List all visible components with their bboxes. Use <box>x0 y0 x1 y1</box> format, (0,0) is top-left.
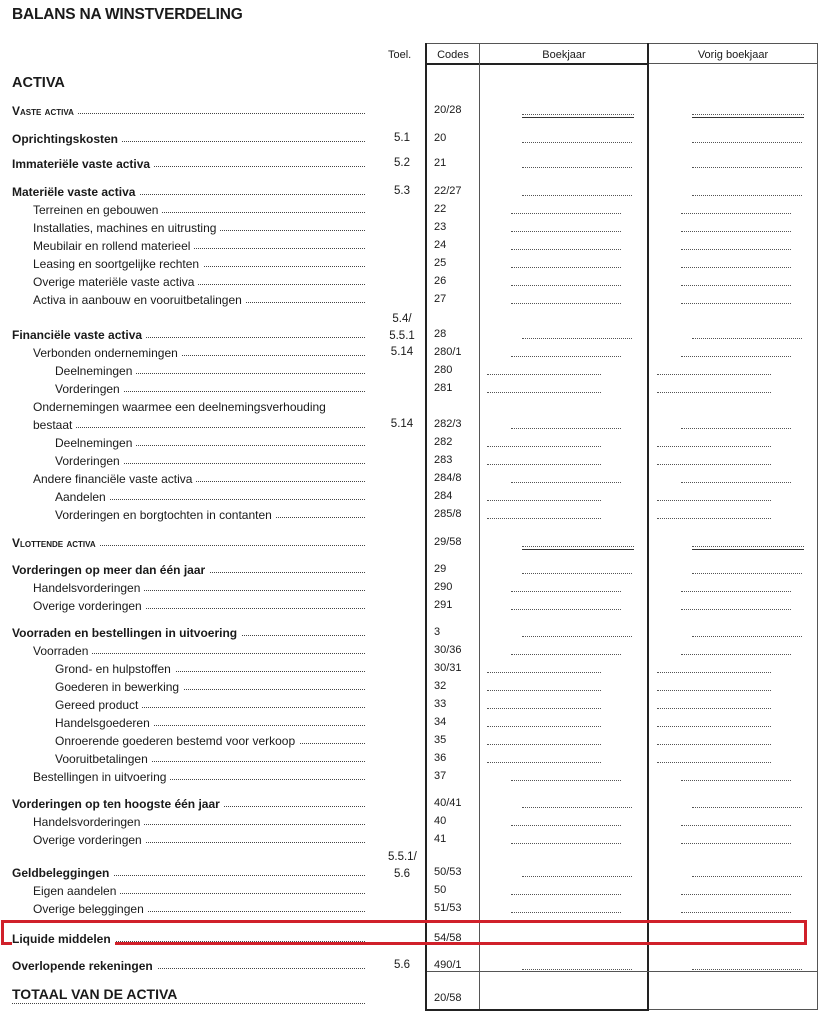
row-label-text: Verbonden ondernemingen <box>33 346 182 360</box>
vorig-boekjaar-value-field[interactable] <box>681 356 791 357</box>
row-label-text: Vooruitbetalingen <box>55 752 152 766</box>
row-code: 21 <box>434 157 447 169</box>
vorig-boekjaar-value-field[interactable] <box>692 195 802 196</box>
row-label-text: Installaties, machines en uitrusting <box>33 221 220 235</box>
table-row <box>0 313 831 346</box>
row-label <box>33 815 365 829</box>
table-row <box>0 382 831 400</box>
row-code: 28 <box>434 328 447 340</box>
table-row <box>0 716 831 734</box>
row-label-text: Onroerende goederen bestemd voor verkoop <box>55 734 299 748</box>
vorig-boekjaar-value-field[interactable] <box>657 744 771 745</box>
column-header-vorig-boekjaar: Vorig boekjaar <box>697 49 769 61</box>
boekjaar-value-field[interactable] <box>487 690 601 691</box>
row-code: 284/8 <box>434 472 462 484</box>
row-label-text: Deelnemingen <box>55 436 136 450</box>
row-label <box>33 275 365 289</box>
row-label <box>33 833 365 847</box>
row-label-text: Overige materiële vaste activa <box>33 275 198 289</box>
table-row <box>0 851 831 884</box>
row-label-text: Leasing en soortgelijke rechten <box>33 257 203 271</box>
table-row <box>0 275 831 293</box>
row-code: 54/58 <box>434 932 462 944</box>
vorig-boekjaar-value-field[interactable] <box>681 591 791 592</box>
row-code: 35 <box>434 734 447 746</box>
boekjaar-value-field[interactable] <box>522 969 632 970</box>
row-code: 22/27 <box>434 185 462 197</box>
row-code: 32 <box>434 680 447 692</box>
vorig-boekjaar-value-field[interactable] <box>692 142 802 143</box>
boekjaar-value-field[interactable] <box>522 636 632 637</box>
vorig-boekjaar-value-field[interactable] <box>681 428 791 429</box>
row-label-text: Overige beleggingen <box>33 902 148 916</box>
row-label-text: Overige vorderingen <box>33 833 146 847</box>
row-toel: 5.4/ 5.5.1 <box>389 313 415 342</box>
row-label-text: Oprichtingskosten <box>12 132 122 146</box>
row-label-text: Geldbeleggingen <box>12 866 113 880</box>
row-code: 50/53 <box>434 866 462 878</box>
section-heading-activa: ACTIVA <box>12 75 65 91</box>
boekjaar-value-field[interactable] <box>487 518 601 519</box>
row-toel: 5.3 <box>394 185 410 197</box>
vorig-boekjaar-value-field[interactable] <box>657 690 771 691</box>
row-label <box>12 328 365 342</box>
row-code: 283 <box>434 454 453 466</box>
row-code: 23 <box>434 221 447 233</box>
vorig-boekjaar-value-field[interactable] <box>657 726 771 727</box>
vorig-boekjaar-value-field[interactable] <box>657 500 771 501</box>
row-label-text: Handelsvorderingen <box>33 815 144 829</box>
vorig-boekjaar-value-field[interactable] <box>681 213 791 214</box>
row-code: 285/8 <box>434 508 462 520</box>
vorig-boekjaar-value-field[interactable] <box>692 969 802 970</box>
table-row <box>0 884 831 902</box>
row-label <box>33 203 365 217</box>
row-label-text: Materiële vaste activa <box>12 185 139 199</box>
table-row <box>0 454 831 472</box>
row-label-text: TOTAAL VAN DE ACTIVA <box>12 986 181 1002</box>
row-label-text: Voorraden <box>33 644 92 658</box>
row-code: 29/58 <box>434 536 462 548</box>
row-code: 20/58 <box>434 992 462 1004</box>
boekjaar-value-field[interactable] <box>511 231 621 232</box>
table-row <box>0 436 831 454</box>
boekjaar-value-field[interactable] <box>511 912 621 913</box>
row-code: 24 <box>434 239 447 251</box>
row-label <box>33 581 365 595</box>
boekjaar-value-field[interactable] <box>487 726 601 727</box>
boekjaar-value-field[interactable] <box>511 482 621 483</box>
row-code: 30/36 <box>434 644 462 656</box>
row-label <box>55 364 365 378</box>
boekjaar-value-field[interactable] <box>511 285 621 286</box>
boekjaar-value-field[interactable] <box>487 708 601 709</box>
row-label-text: Deelnemingen <box>55 364 136 378</box>
row-label <box>33 257 365 271</box>
vorig-boekjaar-value-field[interactable] <box>692 338 802 339</box>
row-label-text: Handelsgoederen <box>55 716 154 730</box>
table-row <box>0 698 831 716</box>
row-label <box>33 221 365 235</box>
column-header-codes: Codes <box>437 49 469 61</box>
table-row <box>0 490 831 508</box>
row-code: 22 <box>434 203 447 215</box>
boekjaar-value-field[interactable] <box>511 825 621 826</box>
table-row <box>0 400 831 436</box>
boekjaar-value-field[interactable] <box>522 167 632 168</box>
table-row <box>0 988 831 1006</box>
row-label <box>55 662 365 676</box>
row-label-text: Grond- en hulpstoffen <box>55 662 175 676</box>
row-code: 280 <box>434 364 453 376</box>
row-label-text: Handelsvorderingen <box>33 581 144 595</box>
row-code: 33 <box>434 698 447 710</box>
row-label-text: Vlottende activa <box>12 536 100 550</box>
row-label-text: bestaat <box>33 418 76 432</box>
table-row <box>0 680 831 698</box>
row-label <box>33 293 365 307</box>
row-label <box>33 346 365 360</box>
vorig-boekjaar-value-field[interactable] <box>681 609 791 610</box>
vorig-boekjaar-value-field[interactable] <box>681 894 791 895</box>
row-label <box>33 884 365 898</box>
vorig-boekjaar-value-field[interactable] <box>681 780 791 781</box>
row-code: 30/31 <box>434 662 462 674</box>
vorig-boekjaar-value-field[interactable] <box>657 762 771 763</box>
vorig-boekjaar-value-field[interactable] <box>692 876 802 877</box>
boekjaar-value-field[interactable] <box>511 303 621 304</box>
table-row <box>0 346 831 364</box>
row-label-text: Voorraden en bestellingen in uitvoering <box>12 626 241 640</box>
row-label-text: Andere financiële vaste activa <box>33 472 196 486</box>
row-code: 26 <box>434 275 447 287</box>
row-label-text: Aandelen <box>55 490 110 504</box>
boekjaar-value-field[interactable] <box>511 249 621 250</box>
boekjaar-value-field[interactable] <box>511 654 621 655</box>
row-label <box>33 599 365 613</box>
vorig-boekjaar-value-field[interactable] <box>692 114 804 115</box>
vorig-boekjaar-value-field[interactable] <box>692 546 804 547</box>
row-code: 50 <box>434 884 447 896</box>
row-label <box>33 770 365 784</box>
vorig-boekjaar-value-field[interactable] <box>657 392 771 393</box>
row-code: 20/28 <box>434 104 462 116</box>
boekjaar-value-field[interactable] <box>511 267 621 268</box>
boekjaar-value-field[interactable] <box>522 195 632 196</box>
table-bottom-border <box>649 1009 818 1010</box>
boekjaar-value-field[interactable] <box>487 672 601 673</box>
boekjaar-value-field[interactable] <box>511 213 621 214</box>
row-label <box>55 490 365 504</box>
row-toel: 5.1 <box>394 132 410 144</box>
row-label-text: Meubilair en rollend materieel <box>33 239 194 253</box>
row-label <box>12 626 365 640</box>
row-code: 282 <box>434 436 453 448</box>
row-label <box>55 454 365 468</box>
row-code: 37 <box>434 770 447 782</box>
table-row <box>0 364 831 382</box>
table-row <box>0 536 831 554</box>
table-row <box>0 472 831 490</box>
row-label <box>33 418 365 432</box>
vorig-boekjaar-value-field[interactable] <box>657 374 771 375</box>
vorig-boekjaar-value-field[interactable] <box>681 912 791 913</box>
row-code: 40 <box>434 815 447 827</box>
row-label <box>55 698 365 712</box>
row-label-text: Overlopende rekeningen <box>12 959 157 973</box>
vorig-boekjaar-value-field[interactable] <box>681 249 791 250</box>
row-label-text: Immateriële vaste activa <box>12 157 154 171</box>
row-label <box>33 902 365 916</box>
row-label <box>33 239 365 253</box>
row-label-text: Activa in aanbouw en vooruitbetalingen <box>33 293 246 307</box>
row-code: 40/41 <box>434 797 462 809</box>
row-toel: 5.14 <box>390 346 414 358</box>
table-row <box>0 581 831 599</box>
table-row <box>0 293 831 311</box>
row-code: 3 <box>434 626 441 638</box>
boekjaar-value-field[interactable] <box>511 356 621 357</box>
document-title: BALANS NA WINSTVERDELING <box>12 6 243 23</box>
row-label-text: Vorderingen op meer dan één jaar <box>12 563 209 577</box>
row-code: 490/1 <box>434 959 462 971</box>
row-code: 280/1 <box>434 346 462 358</box>
table-row <box>0 104 831 122</box>
table-row <box>0 959 831 977</box>
boekjaar-value-field[interactable] <box>522 142 632 143</box>
row-code: 284 <box>434 490 453 502</box>
boekjaar-value-field[interactable] <box>487 500 601 501</box>
header-divider-bold <box>425 63 649 65</box>
row-label-text: Goederen in bewerking <box>55 680 183 694</box>
boekjaar-value-field[interactable] <box>511 609 621 610</box>
boekjaar-value-field[interactable] <box>511 591 621 592</box>
boekjaar-value-field[interactable] <box>511 894 621 895</box>
boekjaar-value-field[interactable] <box>487 762 601 763</box>
table-row <box>0 508 831 526</box>
row-code: 27 <box>434 293 447 305</box>
row-label <box>55 436 365 450</box>
table-row <box>0 185 831 203</box>
vorig-boekjaar-value-field[interactable] <box>681 482 791 483</box>
table-bottom-border-bold <box>425 1009 649 1011</box>
boekjaar-value-field[interactable] <box>487 446 601 447</box>
row-code: 281 <box>434 382 453 394</box>
row-label-text: Financiële vaste activa <box>12 328 146 342</box>
table-row <box>0 626 831 644</box>
row-label-line1: Ondernemingen waarmee een deelnemingsverhouding <box>33 400 326 414</box>
row-code: 34 <box>434 716 447 728</box>
row-label <box>12 563 365 577</box>
table-top-border <box>425 43 818 44</box>
row-label <box>33 472 365 486</box>
row-label-text: Eigen aandelen <box>33 884 120 898</box>
row-label <box>55 382 365 396</box>
vorig-boekjaar-value-field[interactable] <box>657 446 771 447</box>
row-code: 51/53 <box>434 902 462 914</box>
boekjaar-value-field[interactable] <box>487 374 601 375</box>
boekjaar-value-field[interactable] <box>522 807 632 808</box>
boekjaar-value-field[interactable] <box>487 464 601 465</box>
table-row <box>0 734 831 752</box>
row-label-text: Vorderingen op ten hoogste één jaar <box>12 797 224 811</box>
row-code: 291 <box>434 599 453 611</box>
row-label-text: Bestellingen in uitvoering <box>33 770 170 784</box>
boekjaar-value-field[interactable] <box>522 546 634 547</box>
row-toel: 5.6 <box>394 959 410 971</box>
vorig-boekjaar-value-field[interactable] <box>681 825 791 826</box>
vorig-boekjaar-value-field[interactable] <box>681 843 791 844</box>
column-header-toel: Toel. <box>388 49 412 61</box>
row-code: 41 <box>434 833 447 845</box>
row-label-text: Vorderingen <box>55 454 124 468</box>
table-row <box>0 221 831 239</box>
boekjaar-value-field[interactable] <box>522 338 632 339</box>
row-label <box>12 536 365 550</box>
vorig-boekjaar-value-field[interactable] <box>692 167 802 168</box>
vorig-boekjaar-value-field[interactable] <box>681 231 791 232</box>
vorig-boekjaar-value-field[interactable] <box>692 636 802 637</box>
row-label-text: Liquide middelen <box>12 932 115 946</box>
table-row <box>0 257 831 275</box>
vorig-boekjaar-value-field[interactable] <box>692 573 802 574</box>
row-label <box>12 959 365 973</box>
row-label <box>12 185 365 199</box>
row-label <box>55 734 365 748</box>
row-code: 29 <box>434 563 447 575</box>
row-label-text: Vorderingen en borgtochten in contanten <box>55 508 276 522</box>
table-row <box>0 157 831 175</box>
row-label <box>33 644 365 658</box>
row-toel: 5.2 <box>394 157 410 169</box>
table-row <box>0 815 831 833</box>
row-toel: 5.14 <box>390 418 414 430</box>
table-row <box>0 797 831 815</box>
row-label <box>12 157 365 171</box>
row-label <box>12 866 365 880</box>
row-label <box>12 104 365 118</box>
vorig-boekjaar-value-field[interactable] <box>681 285 791 286</box>
row-label <box>55 508 365 522</box>
boekjaar-value-field[interactable] <box>511 843 621 844</box>
row-label-text: Gereed product <box>55 698 142 712</box>
boekjaar-value-field[interactable] <box>511 428 621 429</box>
vorig-boekjaar-value-field[interactable] <box>657 464 771 465</box>
vorig-boekjaar-value-field[interactable] <box>681 303 791 304</box>
row-label-text: Vaste activa <box>12 104 78 118</box>
vorig-boekjaar-value-field[interactable] <box>692 807 802 808</box>
vorig-boekjaar-value-field[interactable] <box>681 267 791 268</box>
table-row <box>0 644 831 662</box>
vorig-boekjaar-value-field[interactable] <box>657 672 771 673</box>
boekjaar-value-field[interactable] <box>522 114 634 115</box>
table-row <box>0 132 831 150</box>
row-label <box>55 680 365 694</box>
highlight-box-liquide-middelen <box>1 920 807 945</box>
row-toel: 5.5.1/ 5.6 <box>388 851 417 880</box>
table-row <box>0 770 831 788</box>
row-code: 282/3 <box>434 418 462 430</box>
column-header-boekjaar: Boekjaar <box>542 49 586 61</box>
table-row <box>0 203 831 221</box>
boekjaar-value-field[interactable] <box>511 780 621 781</box>
table-row <box>0 662 831 680</box>
table-row <box>0 563 831 581</box>
row-code: 36 <box>434 752 447 764</box>
vorig-boekjaar-value-field[interactable] <box>681 654 791 655</box>
vorig-boekjaar-value-field[interactable] <box>657 518 771 519</box>
row-code: 20 <box>434 132 447 144</box>
row-label <box>12 797 365 811</box>
row-label-text: Vorderingen <box>55 382 124 396</box>
vorig-boekjaar-value-field[interactable] <box>657 708 771 709</box>
row-code: 290 <box>434 581 453 593</box>
header-divider <box>649 63 818 64</box>
boekjaar-value-field[interactable] <box>487 392 601 393</box>
boekjaar-value-field[interactable] <box>522 573 632 574</box>
row-label-text: Overige vorderingen <box>33 599 146 613</box>
boekjaar-value-field[interactable] <box>522 876 632 877</box>
row-label <box>55 716 365 730</box>
boekjaar-value-field[interactable] <box>487 744 601 745</box>
row-code: 25 <box>434 257 447 269</box>
row-label <box>12 132 365 146</box>
table-row <box>0 599 831 617</box>
row-label <box>55 752 365 766</box>
table-row <box>0 902 831 920</box>
table-row <box>0 239 831 257</box>
row-label <box>12 986 365 1008</box>
table-row <box>0 752 831 770</box>
row-label-text: Terreinen en gebouwen <box>33 203 162 217</box>
